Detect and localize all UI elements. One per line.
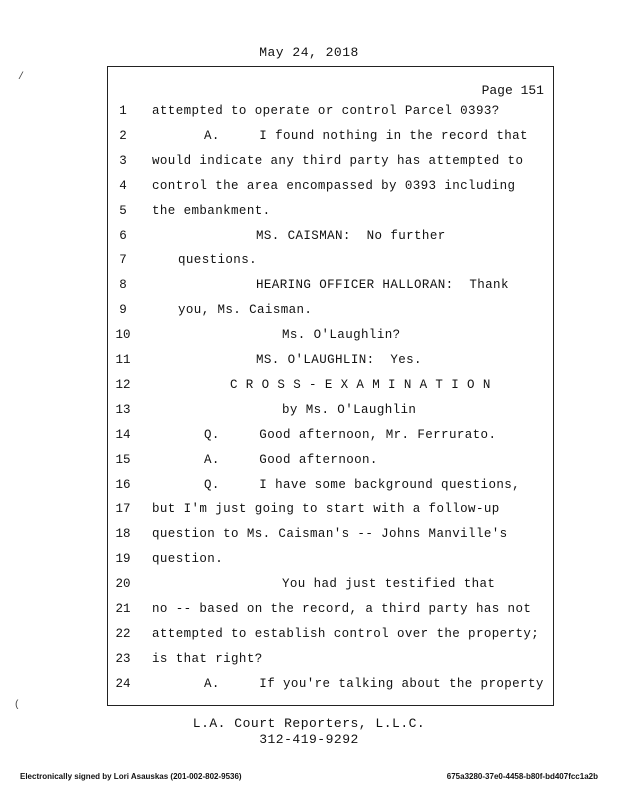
line-number: 23 [115,651,131,666]
line-number: 15 [115,452,131,467]
line-number: 3 [119,153,127,168]
line-number: 24 [115,676,131,691]
line-number: 8 [119,278,127,293]
transcript-line-text: you, Ms. Caisman. [178,303,313,318]
transcript-line-text: question to Ms. Caisman's -- Johns Manville's [152,527,508,542]
transcript-line-text: Q. Good afternoon, Mr. Ferrurato. [204,427,497,442]
date-header: May 24, 2018 [259,45,359,60]
transcript-line-text: HEARING OFFICER HALLORAN: Thank [256,278,509,293]
line-number: 10 [115,328,131,343]
page-number: Page 151 [481,83,544,98]
transcript-line-text: attempted to establish control over the property; [152,626,540,641]
line-number: 12 [115,377,131,392]
transcript-line-text: MS. O'LAUGHLIN: Yes. [256,353,422,367]
scan-mark: / [18,72,25,83]
line-number: 2 [119,128,127,143]
transcript-line-text: A. Good afternoon. [204,452,378,467]
transcript-line-text: question. [152,552,224,567]
electronic-signature-note: Electronically signed by Lori Asauskas (201-002-802-9536) [20,772,242,781]
line-number: 16 [115,477,131,492]
line-number: 20 [115,577,131,592]
line-number: 11 [115,353,131,367]
footer-company: L.A. Court Reporters, L.L.C. [192,716,426,731]
line-number: 14 [115,427,131,442]
line-number: 7 [119,253,127,268]
transcript-line-text: questions. [178,253,258,268]
line-number: 6 [119,228,127,243]
transcript-line-text: control the area encompassed by 0393 including [152,178,516,193]
transcript-line-text: Q. I have some background questions, [204,477,521,492]
transcript-line-text: MS. CAISMAN: No further [256,228,446,243]
transcript-line-text: A. I found nothing in the record that [204,128,528,143]
line-number: 19 [115,552,131,567]
scan-mark: ( [14,700,21,711]
line-number: 4 [119,178,127,193]
transcript-line-text: A. If you're talking about the property [204,676,544,691]
transcript-line-text: the embankment. [152,203,271,218]
line-number: 9 [119,303,127,318]
line-number: 22 [115,626,131,641]
transcript-line-text: but I'm just going to start with a follow-up [152,502,500,517]
line-number: 21 [115,602,131,616]
transcript-line-text: would indicate any third party has attempted to [152,153,524,168]
transcript-line-text: no -- based on the record, a third party has not [152,602,532,616]
line-number: 1 [119,104,127,118]
line-number: 13 [115,402,131,417]
footer-phone: 312-419-9292 [259,732,359,747]
transcript-line-text: C R O S S - E X A M I N A T I O N [230,377,491,392]
transcript-line-text: Ms. O'Laughlin? [282,328,401,343]
transcript-line-text: is that right? [152,651,263,666]
line-number: 5 [119,203,127,218]
transcript-line-text: attempted to operate or control Parcel 0393? [152,104,500,118]
transcript-line-text: by Ms. O'Laughlin [282,402,417,417]
line-number: 18 [115,527,131,542]
document-id: 675a3280-37e0-4458-b80f-bd407fcc1a2b [446,772,598,781]
line-number: 17 [115,502,131,517]
transcript-line-text: You had just testified that [282,577,496,592]
